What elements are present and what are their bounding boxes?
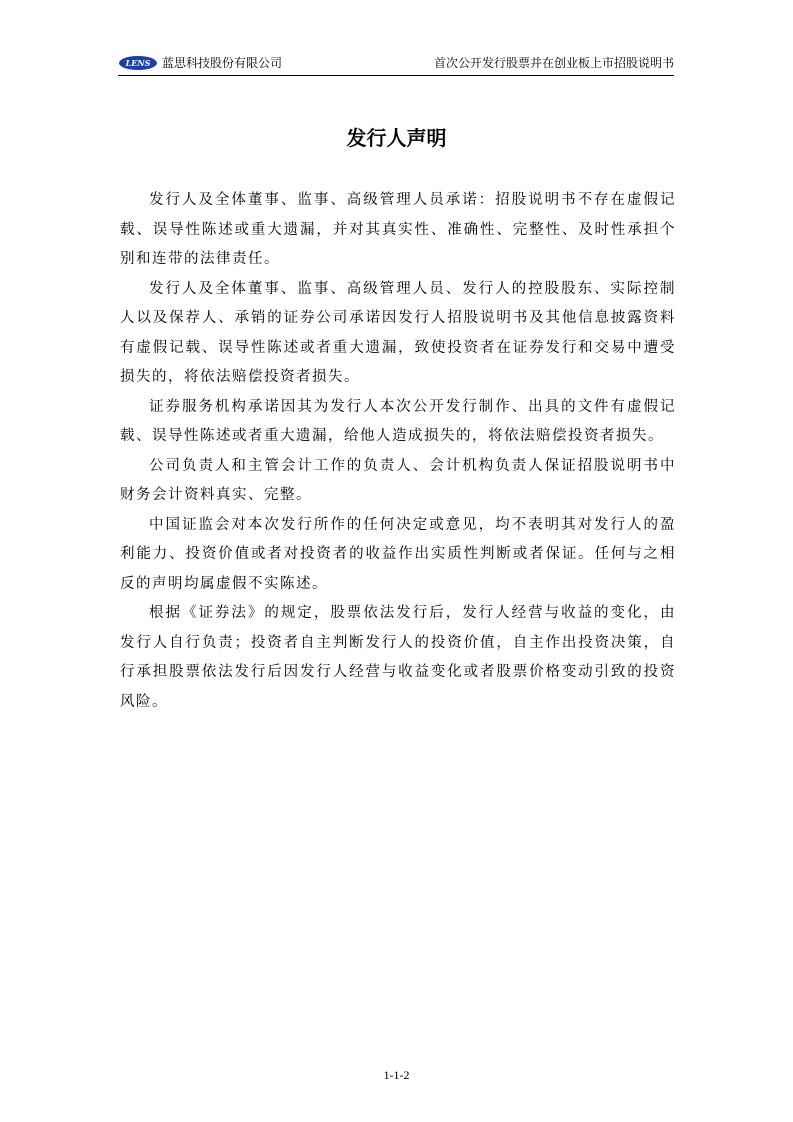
company-logo: [118, 55, 158, 71]
header-doc-title: 首次公开发行股票并在创业板上市招股说明书: [433, 56, 674, 70]
paragraph: 公司负责人和主管会计工作的负责人、会计机构负责人保证招股说明书中财务会计资料真实、完整。: [120, 457, 676, 503]
page-header: [118, 53, 674, 76]
paragraph: 发行人及全体董事、监事、高级管理人员、发行人的控股股东、实际控制人以及保荐人、承销的证券公司承诺因发行人招股说明书及其他信息披露资料有虚假记载、误导性陈述或者重大遗漏，致使投资者在证券发行和交易中遭受损失的，将依法赔偿投资者损失。: [120, 280, 676, 385]
paragraph: 根据《证券法》的规定，股票依法发行后，发行人经营与收益的变化，由发行人自行负责；投资者自主判断发行人的投资价值，自主作出投资决策，自行承担股票依法发行后因发行人经营与收益变化或者股票价格变动引致的投资风险。: [120, 605, 676, 710]
paragraph: 发行人及全体董事、监事、高级管理人员承诺：招股说明书不存在虚假记载、误导性陈述或重大遗漏，并对其真实性、准确性、完整性、及时性承担个别和连带的法律责任。: [120, 192, 676, 267]
company-name: 蓝思科技股份有限公司: [162, 56, 283, 70]
page-number: 1-1-2: [383, 1068, 410, 1082]
paragraph: 中国证监会对本次发行所作的任何决定或意见，均不表明其对发行人的盈利能力、投资价值或者对投资者的收益作出实质性判断或者保证。任何与之相反的声明均属虚假不实陈述。: [120, 516, 676, 592]
statement-body: [120, 186, 676, 717]
page-title: 发行人声明: [346, 126, 447, 150]
paragraph: 证券服务机构承诺因其为发行人本次公开发行制作、出具的文件有虚假记载、误导性陈述或者重大遗漏，给他人造成损失的，将依法赔偿投资者损失。: [120, 398, 676, 444]
logo-text: LENS: [125, 58, 151, 68]
